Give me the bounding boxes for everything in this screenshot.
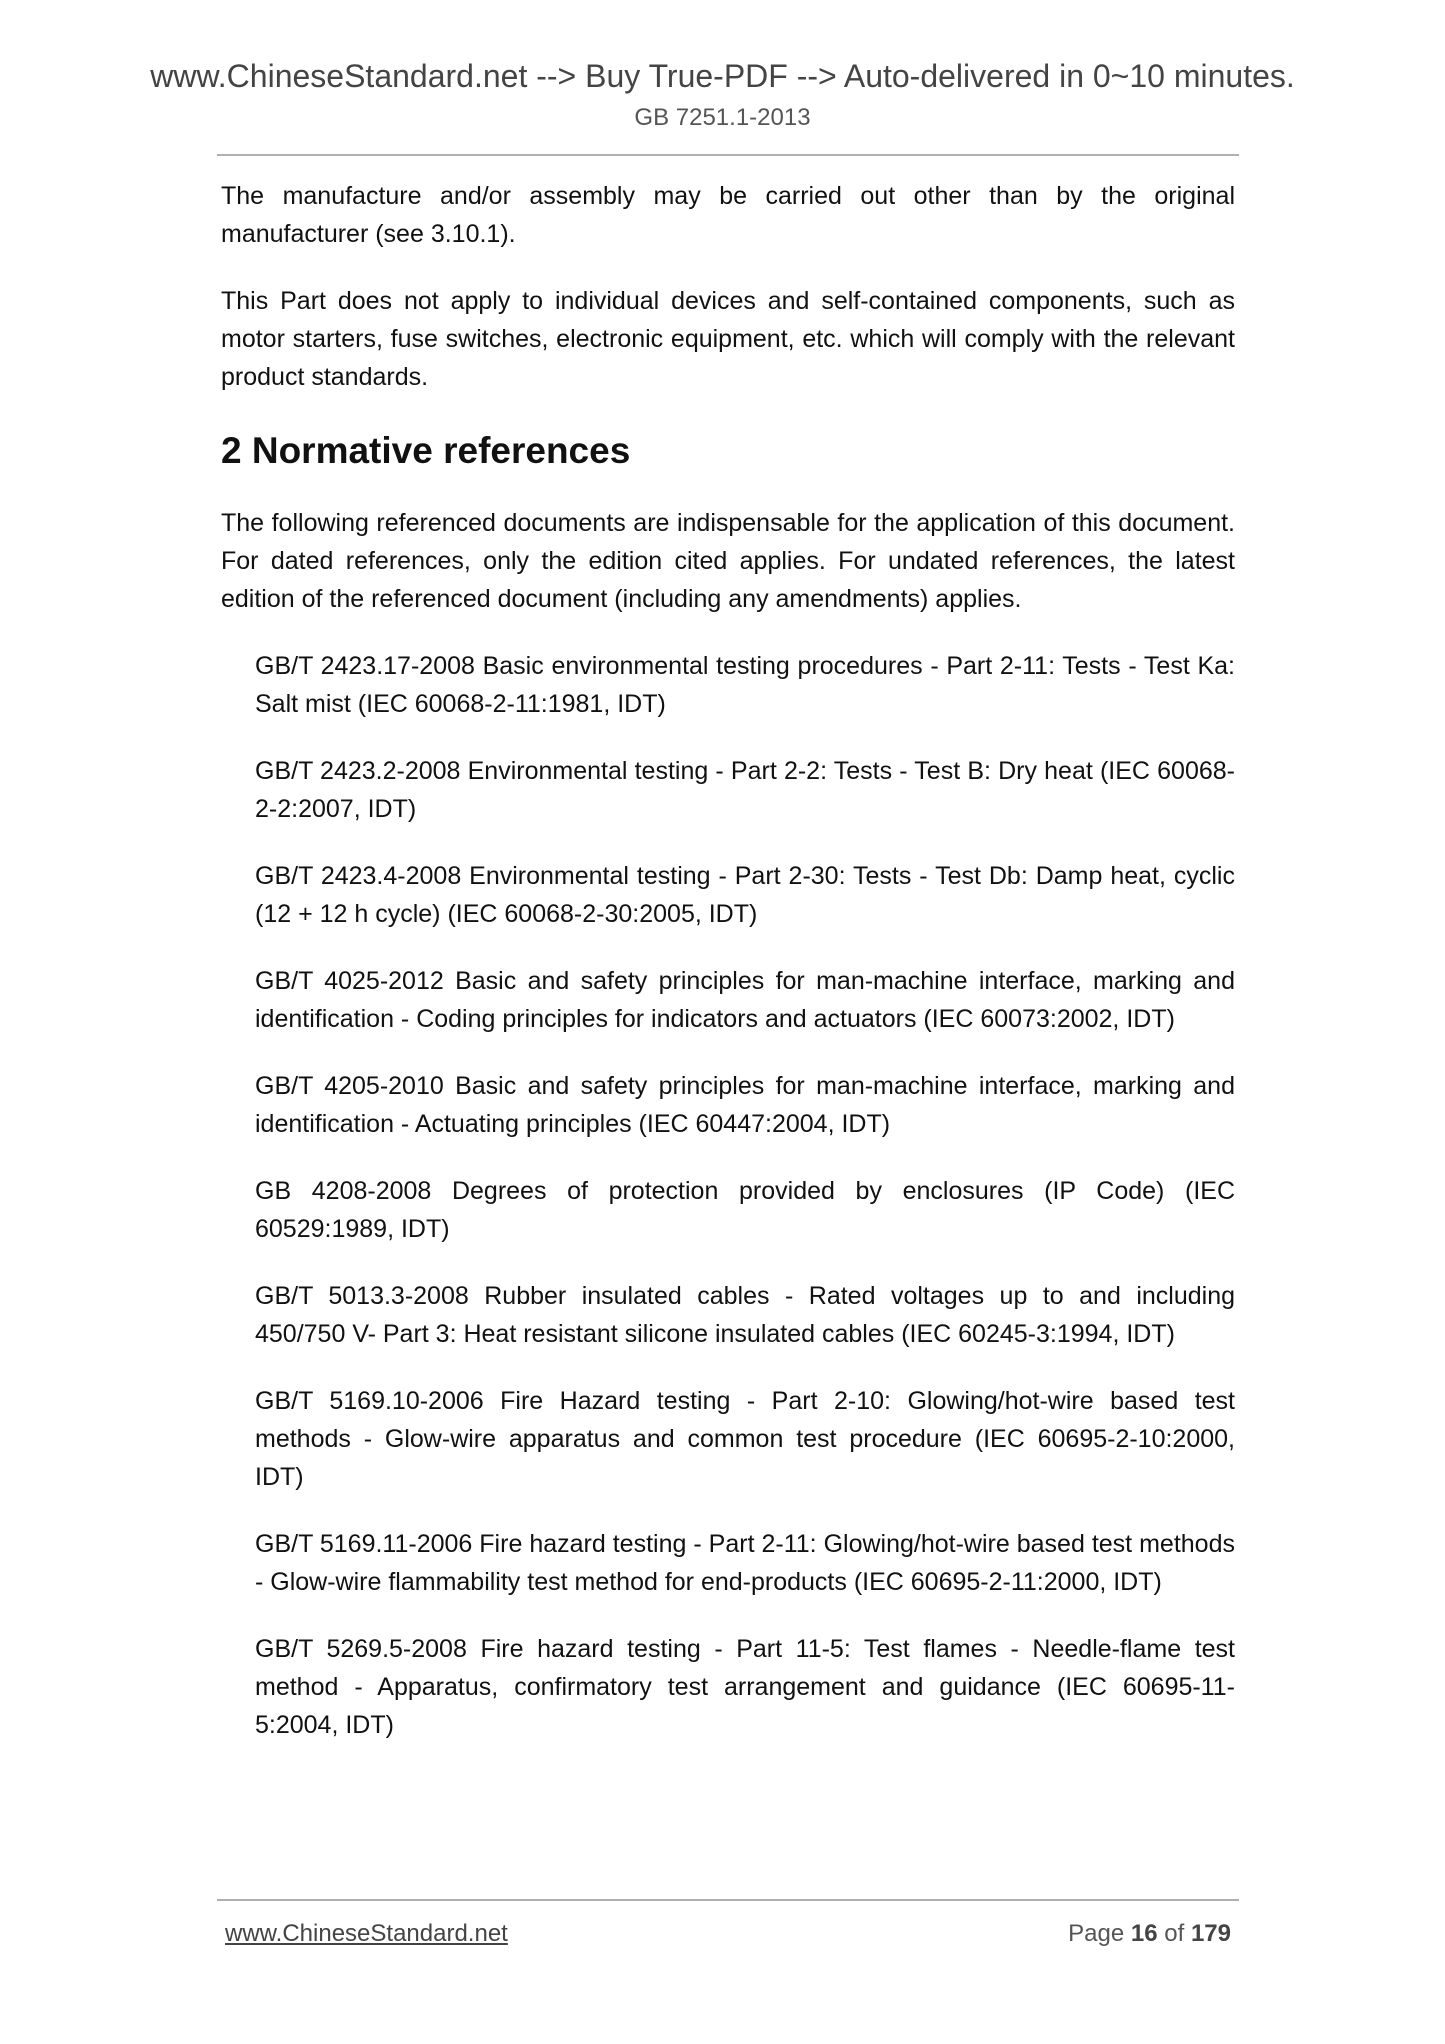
header-banner: www.ChineseStandard.net --> Buy True-PDF --> Auto-delivered in 0~10 minutes. [150, 58, 1295, 94]
page-of: of [1164, 1920, 1185, 1947]
footer-website-link[interactable]: www.ChineseStandard.net [225, 1920, 508, 1947]
footer-divider [217, 1899, 1239, 1901]
paragraph: This Part does not apply to individual devices and self-contained components, such as motor starters, fuse switches, electronic equipment, etc. which will comply with the relevant product standards. [221, 287, 1235, 391]
reference-item: GB/T 4205-2010 Basic and safety principles for man-machine interface, marking and identification - Actuating principles (IEC 60447:2004, IDT) [255, 1072, 1235, 1138]
reference-item: GB/T 5169.10-2006 Fire Hazard testing - Part 2-10: Glowing/hot-wire based test methods - Glow-wire apparatus and common test procedure (IEC 60695-2-10:2000, IDT) [255, 1387, 1235, 1491]
reference-item: GB/T 2423.2-2008 Environmental testing - Part 2-2: Tests - Test B: Dry heat (IEC 60068-2-2:2007, IDT) [255, 757, 1235, 823]
reference-item: GB/T 5013.3-2008 Rubber insulated cables - Rated voltages up to and including 450/750 V- Part 3: Heat resistant silicone insulated cables (IEC 60245-3:1994, IDT) [255, 1282, 1235, 1348]
page-number [1068, 1920, 1231, 1948]
reference-item: GB/T 2423.17-2008 Basic environmental testing procedures - Part 2-11: Tests - Test Ka: Salt mist (IEC 60068-2-11:1981, IDT) [255, 652, 1235, 718]
section-heading: 2 Normative references [221, 430, 631, 471]
intro-paragraph: The following referenced documents are indispensable for the application of this document. For dated references, only the edition cited applies. For undated references, the latest edition of the referenced document (including any amendments) applies. [221, 509, 1235, 613]
page-content [221, 177, 1235, 1773]
page-label: Page [1068, 1920, 1125, 1947]
header-divider [217, 154, 1239, 156]
reference-item: GB/T 2423.4-2008 Environmental testing - Part 2-30: Tests - Test Db: Damp heat, cyclic (12 + 12 h cycle) (IEC 60068-2-30:2005, IDT) [255, 862, 1235, 928]
reference-item: GB/T 4025-2012 Basic and safety principles for man-machine interface, marking and identification - Coding principles for indicators and actuators (IEC 60073:2002, IDT) [255, 967, 1235, 1033]
reference-item: GB/T 5169.11-2006 Fire hazard testing - Part 2-11: Glowing/hot-wire based test methods - Glow-wire flammability test method for end-products (IEC 60695-2-11:2000, IDT) [255, 1530, 1235, 1596]
paragraph: The manufacture and/or assembly may be carried out other than by the original manufacturer (see 3.10.1). [221, 182, 1235, 248]
reference-item: GB/T 5269.5-2008 Fire hazard testing - Part 11-5: Test flames - Needle-flame test method - Apparatus, confirmatory test arrangement and guidance (IEC 60695-11-5:2004, IDT) [255, 1635, 1235, 1739]
page-total: 179 [1190, 1920, 1231, 1947]
reference-item: GB 4208-2008 Degrees of protection provided by enclosures (IP Code) (IEC 60529:1989, IDT) [255, 1177, 1235, 1243]
standard-code: GB 7251.1-2013 [634, 104, 811, 131]
page-current: 16 [1130, 1920, 1158, 1947]
